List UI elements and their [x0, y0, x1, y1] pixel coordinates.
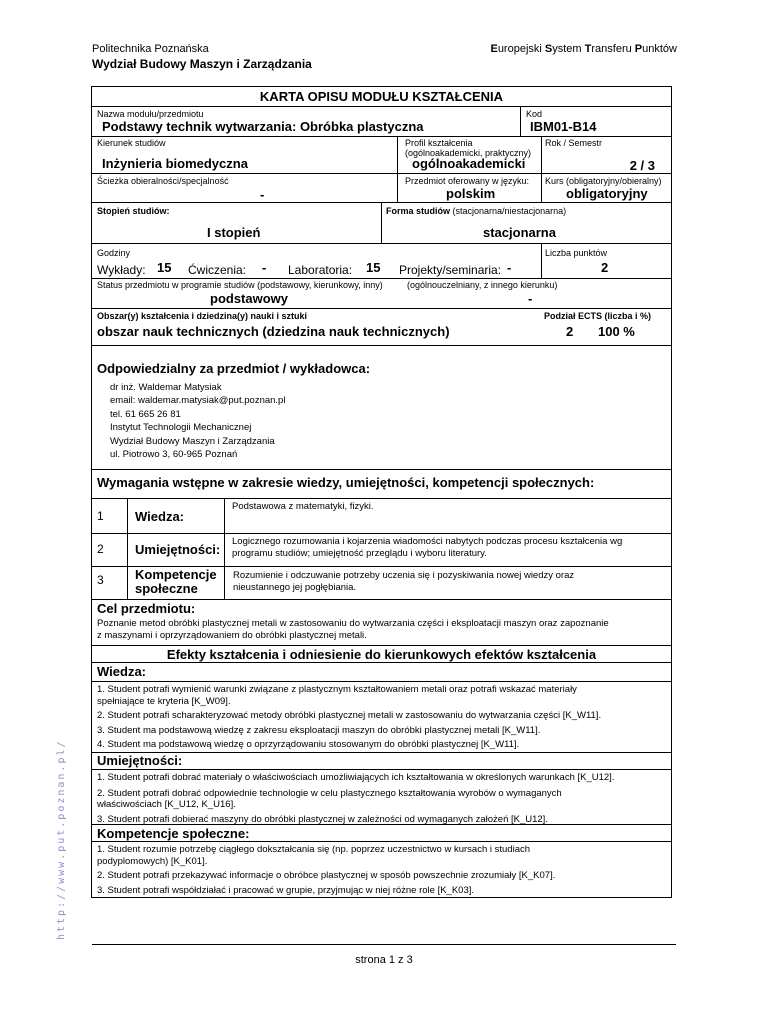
module-code: IBM01-B14 — [530, 119, 597, 134]
footer-rule — [92, 944, 676, 945]
field-label: Kierunek studiów — [97, 138, 166, 148]
status-value-2: - — [528, 291, 533, 306]
goal-heading: Cel przedmiotu: — [97, 601, 196, 616]
lectures-label: Wykłady: — [97, 263, 146, 277]
requirements-heading: Wymagania wstępne w zakresie wiedzy, umiejętności, kompetencji społecznych: — [97, 475, 595, 490]
ects-number: 2 — [566, 324, 574, 339]
knowledge-heading: Wiedza: — [97, 664, 146, 679]
ects-heading: Europejski System Transferu Punktów — [490, 43, 677, 55]
responsible-line: Wydział Budowy Maszyn i Zarządzania — [110, 435, 275, 447]
university-name: Politechnika Poznańska — [92, 43, 209, 55]
watermark: http://www.put.poznan.pl/ — [56, 739, 67, 940]
path-value: - — [260, 187, 265, 202]
status-value: podstawowy — [210, 291, 289, 306]
ects-split-label: Podział ECTS (liczba i %) — [544, 311, 652, 321]
requirement-number: 1 — [97, 509, 104, 523]
requirement-number: 2 — [97, 542, 104, 556]
code-label: Kod — [526, 109, 543, 119]
requirement-label: Umiejętności: — [135, 542, 221, 557]
exercises-value: - — [262, 260, 267, 275]
competence-item: 1. Student rozumie potrzebę ciągłego dokształcania się (np. poprzez uczestnictwo w kursach i studiach podyplomowych) [K_K01]. — [97, 844, 531, 867]
course-label: Kurs (obligatoryjny/obieralny) — [545, 176, 662, 186]
area-value: obszar nauk technicznych (dziedzina nauk technicznych) — [97, 324, 450, 339]
field-of-study: Inżynieria biomedyczna — [102, 156, 248, 171]
lab-value: 15 — [366, 260, 381, 275]
requirement-label: Wiedza: — [135, 509, 184, 524]
requirement-text: Podstawowa z matematyki, fizyki. — [232, 501, 374, 512]
profile-value: ogólnoakademicki — [412, 156, 526, 171]
projects-value: - — [507, 260, 512, 275]
responsible-line: tel. 61 665 26 81 — [110, 408, 181, 420]
requirement-number: 3 — [97, 573, 104, 587]
knowledge-item: 3. Student ma podstawową wiedzę z zakresu eksploatacji maszyn do obróbki plastycznej metali [K_W11]. — [97, 724, 541, 736]
knowledge-item: 2. Student potrafi scharakteryzować metody obróbki plastycznej metali w zastosowaniu do wytwarzania części [K_W11]. — [97, 710, 602, 721]
responsible-line: dr inż. Waldemar Matysiak — [110, 382, 222, 393]
skills-item: 3. Student potrafi dobierać maszyny do obróbki plastycznej w zależności od wymaganych założeń [K_U12]. — [97, 813, 548, 825]
knowledge-item: 4. Student ma podstawową wiedzę o oprzyrządowaniu stosowanym do obróbki plastycznej [K_W11]. — [97, 739, 520, 750]
card-title: KARTA OPISU MODUŁU KSZTAŁCENIA — [259, 89, 504, 104]
level-value: I stopień — [207, 225, 261, 240]
competence-item: 2. Student potrafi przekazywać informacje o obróbce plastycznej w sposób powszechnie zrozumiały [K_K07]. — [97, 870, 556, 881]
profile-label: Profil kształcenia — [405, 138, 473, 148]
requirement-text: Rozumienie i odczuwanie potrzeby uczenia się i pozyskiwania nowej wiedzy oraz nieustannego jej pogłębiania. — [233, 570, 575, 593]
page-number: strona 1 z 3 — [355, 954, 413, 966]
form-label-wrap: Forma studiów (stacjonarna/niestacjonarna) — [386, 206, 567, 216]
course-value: obligatoryjny — [566, 186, 648, 201]
hours-label: Godziny — [97, 248, 131, 258]
responsible-details — [110, 381, 285, 461]
knowledge-list — [97, 684, 601, 751]
exercises-label: Ćwiczenia: — [188, 263, 247, 277]
skills-item: 2. Student potrafi dobrać odpowiednie technologie w celu plastycznego kształtowania wyrobów o wymaganych właściwościach [K_U12, K_U16]. — [97, 787, 562, 810]
path-label: Ścieżka obieralności/specjalność — [97, 176, 229, 186]
area-label: Obszar(y) kształcenia i dziedzina(y) nauki i sztuki — [97, 311, 308, 321]
language-value: polskim — [446, 186, 496, 201]
lectures-value: 15 — [157, 260, 172, 275]
goal-text: Poznanie metod obróbki plastycznej metali w zastosowaniu do wytwarzania części i eksploatacji maszyn oraz zapoznanie z maszynami i oprzyrządowaniem do obróbki plastycznej metali. — [97, 618, 609, 641]
responsible-line: email: waldemar.matysiak@put.poznan.pl — [110, 395, 286, 407]
status-label-2: (ogólnouczelniany, z innego kierunku) — [407, 280, 558, 290]
status-label: Status przedmiotu w programie studiów (podstawowy, kierunkowy, inny) — [97, 280, 383, 290]
requirement-label: Kompetencje społeczne — [135, 567, 217, 596]
competence-list — [97, 844, 555, 896]
competence-item: 3. Student potrafi współdziałać i pracować w grupie, przyjmując w niej różne role [K_K03]. — [97, 884, 475, 896]
module-name-label: Nazwa modułu/przedmiotu — [97, 109, 204, 119]
form-value: stacjonarna — [483, 225, 556, 240]
skills-list — [97, 772, 614, 825]
profile-sub-label: (ogólnoakademicki, praktyczny) — [405, 148, 532, 158]
year-label: Rok / Semestr — [545, 138, 603, 148]
responsible-line: ul. Piotrowo 3, 60-965 Poznań — [110, 449, 238, 461]
effects-heading: Efekty kształcenia i odniesienie do kierunkowych efektów kształcenia — [166, 647, 597, 662]
requirement-text: Logicznego rozumowania i kojarzenia wiadomości nabytych podczas procesu kształcenia wg programu studiów; umiejętność przeglądu i wyboru literatury. — [232, 536, 623, 559]
competence-heading: Kompetencje społeczne: — [97, 826, 250, 841]
faculty-name: Wydział Budowy Maszyn i Zarządzania — [92, 57, 312, 71]
module-name: Podstawy technik wytwarzania: Obróbka plastyczna — [102, 119, 424, 134]
year-semester: 2 / 3 — [629, 158, 655, 173]
points-value: 2 — [601, 260, 609, 275]
responsible-line: Instytut Technologii Mechanicznej — [110, 422, 252, 434]
skills-item: 1. Student potrafi dobrać materiały o właściwościach umożliwiających ich kształtowania w określonych warunkach [K_U12]. — [97, 772, 615, 783]
projects-label: Projekty/seminaria: — [399, 263, 502, 277]
ects-percent: 100 % — [598, 324, 635, 339]
level-label: Stopień studiów: — [97, 206, 170, 216]
module-card — [91, 86, 672, 898]
points-label: Liczba punktów — [545, 248, 608, 258]
responsible-heading: Odpowiedzialny za przedmiot / wykładowca: — [97, 361, 371, 376]
lab-label: Laboratoria: — [288, 263, 353, 277]
language-label: Przedmiot oferowany w języku: — [405, 176, 530, 186]
knowledge-item: 1. Student potrafi wymienić warunki związane z plastycznym kształtowaniem metali oraz potrafi wskazać materiały spełniające te kryteria [K_W09]. — [97, 684, 577, 707]
skills-heading: Umiejętności: — [97, 753, 183, 768]
